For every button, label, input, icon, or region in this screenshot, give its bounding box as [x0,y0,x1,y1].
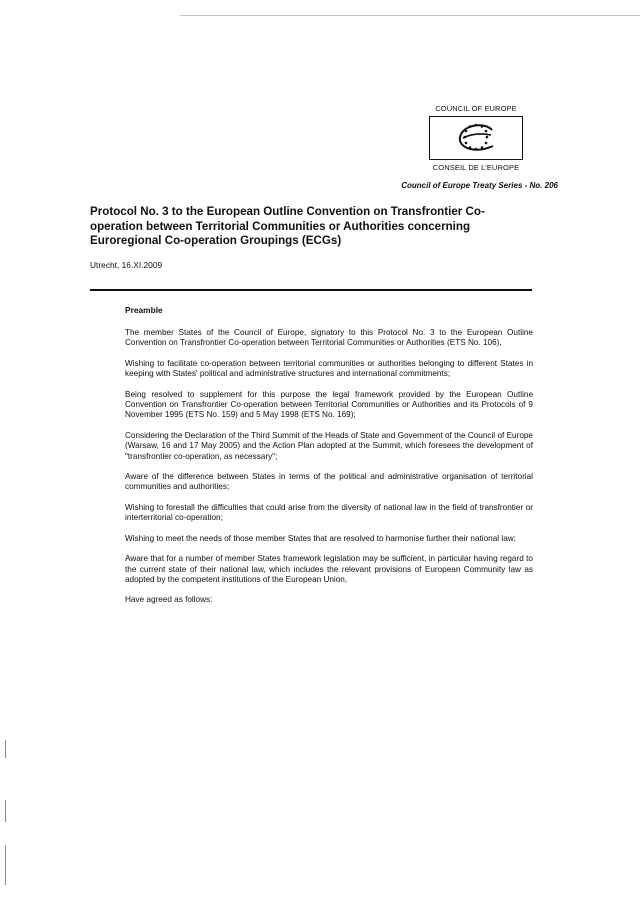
preamble-paragraph: Aware of the difference between States in terms of the political and administrative organisation of territorial communities and authorities; [125,472,533,492]
stars-and-e-icon [451,120,501,156]
council-of-europe-logo-icon [429,116,523,160]
preamble-paragraph: The member States of the Council of Europe, signatory to this Protocol No. 3 to the European Outline Convention on Transfrontier Co-operation between Territorial Communities or Authorities (ETS No. 106), [125,328,533,348]
place-and-date: Utrecht, 16.XI.2009 [90,260,163,270]
council-of-europe-logo [428,104,524,172]
org-name-fr: CONSEIL DE L'EUROPE [432,163,520,172]
scan-artifact-left-3 [5,845,6,885]
closing-paragraph: Have agreed as follows: [125,595,213,605]
treaty-series: Council of Europe Treaty Series - No. 206 [401,181,558,190]
org-name-en: COUNCIL OF EUROPE [435,104,517,113]
horizontal-rule [90,289,532,291]
scan-artifact-top [180,15,640,16]
preamble-heading: Preamble [125,305,163,315]
preamble-paragraph: Aware that for a number of member States framework legislation may be sufficient, in particular having regard to the current state of their national law, which includes the relevant provisions of European Community law as adopted by the competent institutions of the European Union, [125,554,533,584]
preamble-paragraph: Wishing to meet the needs of those member States that are resolved to harmonise further their national law; [125,533,516,543]
scan-artifact-left-1 [5,740,6,758]
preamble-paragraph: Wishing to forestall the difficulties that could arise from the diversity of national law in the field of transfrontier or interterritorial co-operation; [125,502,533,523]
preamble-section [125,305,533,616]
preamble-paragraph: Considering the Declaration of the Third Summit of the Heads of State and Government of the Council of Europe (Warsaw, 16 and 17 May 2005) and the Action Plan adopted at the Summit, which foresees the development of "transfrontier co-operation, as necessary"; [125,430,533,461]
preamble-paragraph: Being resolved to supplement for this purpose the legal framework provided by the European Outline Convention on Transfrontier Co-operation between Territorial Communities or Authorities and its Protocols of 9 November 1995 (ETS No. 159) and 5 May 1998 (ETS No. 169); [125,389,533,420]
scan-artifact-left-2 [5,800,6,822]
document-title: Protocol No. 3 to the European Outline Convention on Transfrontier Co-operation between Territorial Communities or Authorities concerning Euroregional Co-operation Groupings (ECGs) [90,205,485,247]
preamble-paragraph: Wishing to facilitate co-operation between territorial communities or authorities belonging to different States in keeping with States' political and administrative structures and international commitments; [125,358,533,379]
